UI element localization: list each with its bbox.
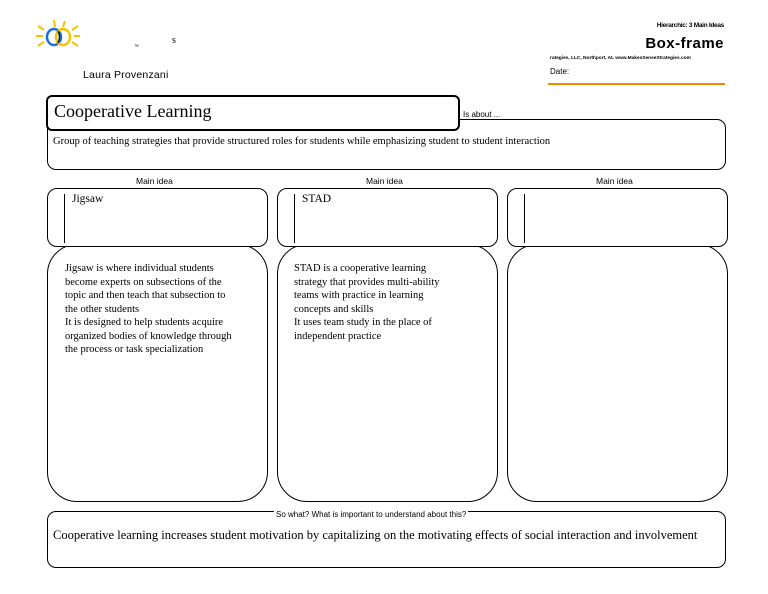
main-idea-label-1: Main idea — [136, 176, 173, 186]
is-about-text: Group of teaching strategies that provide structured roles for students while emphasizing student to student interaction — [53, 136, 551, 147]
logo-icon — [34, 16, 86, 54]
main-idea-divider-3 — [524, 194, 525, 243]
date-underline — [548, 83, 725, 85]
publisher-line: rategies, LLC, Northport, AL www.MakesSenseStrategies.com — [550, 56, 691, 61]
so-what-text: Cooperative learning increases student motivation by capitalizing on the motivating effects of social interaction and involvement — [53, 528, 698, 542]
so-what-label: So what? What is important to understand about this? — [276, 510, 467, 519]
page-title: Box-frame — [645, 35, 724, 52]
details-text-1: Jigsaw is where individual students become experts on subsections of the topic and then teach that subsection to the other students It is designed to help students acquire organized bodies of knowledge through the process or task specialization — [65, 263, 232, 355]
main-idea-divider-1 — [64, 194, 65, 243]
main-idea-box-3 — [507, 188, 728, 247]
hierarchic-label: Hierarchic: 3 Main Ideas — [656, 22, 724, 29]
main-idea-label-3: Main idea — [596, 176, 633, 186]
main-idea-label-2: Main idea — [366, 176, 403, 186]
logo-letter: s — [172, 35, 176, 46]
details-text-2: STAD is a cooperative learning strategy that provides multi-ability teams with practice in learning concepts and skills It uses team study in the place of independent practice — [294, 263, 440, 342]
date-label: Date: — [550, 67, 570, 76]
main-idea-title-2: STAD — [302, 193, 332, 205]
main-idea-divider-2 — [294, 194, 295, 243]
main-idea-title-1: Jigsaw — [72, 193, 104, 205]
topic-title: Cooperative Learning — [54, 101, 212, 121]
author-name: Laura Provenzani — [83, 69, 169, 81]
details-box-3 — [507, 244, 728, 502]
is-about-label: Is about ... — [463, 110, 501, 119]
logo-small-mark: ™ — [134, 44, 139, 50]
